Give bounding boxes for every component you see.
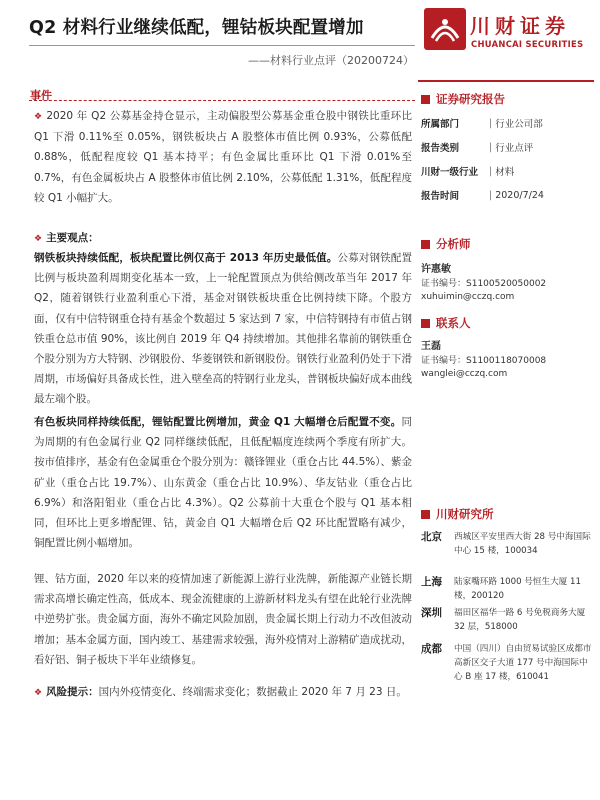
info-key: 报告类别 <box>421 143 460 154</box>
contact-cert: 证书编号：S1100118070008 <box>421 356 547 366</box>
title-rule <box>29 45 415 46</box>
logo <box>424 8 584 54</box>
analyst-card <box>421 263 546 304</box>
info-separator: | <box>489 141 493 153</box>
report-section-label: 证券研究报告 <box>436 92 505 106</box>
nonferrous-text: 同为周期的有色金属行业 Q2 同样继续低配，且低配幅度连续两个季度有所扩大。按市值排序，基金有色金属重仓个股分别为：赣锋锂业（重仓占比 44.5%）、紫金矿业（重仓占比 19.7%）、山东黄金（重仓占比 10.9%）、华友钴业（重仓占比 6.9%）和洛阳钼业（重仓占比 4.3%）。Q2 公募前十大重仓个股与 Q1 基本相同，但环比上更多增配锂、钴，黄金自 Q1 大幅增仓后 Q2 环比配置略有减少，铜配置比例小幅增加。 <box>34 416 412 550</box>
event-paragraph <box>34 106 412 208</box>
square-icon <box>421 95 430 104</box>
risk-text: 国内外疫情变化、终端需求变化；数据截止 2020 年 7 月 23 日。 <box>98 686 407 698</box>
office-shenzhen <box>421 606 593 634</box>
analyst-cert: 证书编号：S1100520050002 <box>421 279 547 289</box>
square-icon <box>421 240 430 249</box>
logo-text-en: CHUANCAI SECURITIES <box>471 39 584 49</box>
contact-email[interactable]: wanglei@cczq.com <box>421 369 508 379</box>
office-shanghai <box>421 575 593 603</box>
office-address: 陆家嘴环路 1000 号恒生大厦 11 楼，200120 <box>454 577 581 601</box>
analyst-section-head <box>421 236 471 252</box>
nonferrous-bold: 有色板块同样持续低配，锂钴配置比例增加，黄金 Q1 大幅增仓后配置不变。 <box>34 416 402 428</box>
nonferrous-paragraph <box>34 412 412 553</box>
office-chengdu <box>421 642 593 684</box>
office-city: 成都 <box>421 643 442 655</box>
office-city: 深圳 <box>421 607 442 619</box>
steel-text: 公募对钢铁配置比例与板块盈利周期变化基本一致，上一轮配置顶点为供给侧改革当年 2017 年 Q2，随着钢铁行业盈利重心下滑，基金对钢铁板块重仓比例持续下降。个股方面，仅有中信特钢重仓持有基金个数超过 5 家达到 7 家，中信特钢持有市值占钢铁重仓总市值 90%，该比例自 2019 年 Q4 持续增加。其他排名靠前的钢铁重仓个股分别为方大特钢、沙钢股份、华菱钢铁和新钢股份。钢铁行业盈利仍处于下滑周期，市场偏好具备成长性，进入壁垒高的特钢行业龙头，普钢板块偏好成本曲线最左端个股。 <box>34 252 412 406</box>
info-value: 行业点评 <box>495 143 534 154</box>
info-value: 材料 <box>495 167 515 178</box>
info-row <box>421 111 593 135</box>
report-subtitle: ——材料行业点评（20200724） <box>248 54 414 67</box>
lithium-paragraph: 锂、钴方面，2020 年以来的疫情加速了新能源上游行业洗牌，新能源产业链长期需求高增长确定性高，低成本、现金流健康的上游新材料龙头有望在此轮行业洗牌中逆势扩张。贵金属方面，海外不确定风险加剧，贵金属长期上行动力不改但波动增加；基本金属方面，国内竣工、基建需求较强，海外疫情对上游精矿造成扰动，看好铝、铜子板块下半年业绩修复。 <box>34 573 412 666</box>
info-separator: | <box>489 117 493 129</box>
sidebar-rule <box>418 80 594 82</box>
institute-section-label: 川财研究所 <box>436 507 494 521</box>
bullet-icon: ❖ <box>34 234 43 244</box>
info-value: 行业公司部 <box>495 119 543 130</box>
contact-card <box>421 340 546 381</box>
event-rule <box>29 100 415 101</box>
info-row <box>421 135 593 159</box>
logo-text-cn: 川财证券 <box>470 14 570 38</box>
event-text: 2020 年 Q2 公募基金持仓显示，主动偏股型公募基金重仓股中钢铁比重环比 Q1 下滑 0.11%至 0.05%，钢铁板块占 A 股整体市值比例 0.93%，公募低配 0.88%，低配程度较 Q1 基本持平；有色金属比重环比 Q1 下滑 0.01%至 0.7%，有色金属板块占 A 股整体市值比例 2.10%，公募低配 1.31%，低配程度较 Q1 小幅扩大。 <box>34 110 412 204</box>
main-view-heading-text: 主要观点： <box>46 232 99 244</box>
office-beijing <box>421 530 593 558</box>
contact-section-label: 联系人 <box>436 316 471 330</box>
main-view-heading <box>34 230 99 245</box>
square-icon <box>421 510 430 519</box>
office-city: 北京 <box>421 531 442 543</box>
info-row <box>421 159 593 183</box>
info-value: 2020/7/24 <box>495 189 544 201</box>
analyst-email[interactable]: xuhuimin@cczq.com <box>421 292 515 302</box>
risk-paragraph <box>34 682 412 703</box>
info-separator: | <box>489 189 493 201</box>
info-separator: | <box>489 165 493 177</box>
steel-bold: 钢铁板块持续低配，板块配置比例仅高于 2013 年历史最低值。 <box>34 252 338 264</box>
info-key: 所属部门 <box>421 119 460 130</box>
info-key: 川财一级行业 <box>421 167 479 178</box>
contact-section-head <box>421 315 471 331</box>
info-table <box>421 111 593 207</box>
bullet-icon: ❖ <box>34 688 43 698</box>
office-address: 福田区福华一路 6 号免税商务大厦 32 层，518000 <box>454 608 586 632</box>
info-key: 报告时间 <box>421 191 460 202</box>
institute-section-head <box>421 506 494 522</box>
bullet-icon: ❖ <box>34 112 43 122</box>
square-icon <box>421 319 430 328</box>
report-section-head <box>421 91 505 107</box>
analyst-section-label: 分析师 <box>436 237 471 251</box>
office-address: 西城区平安里西大街 28 号中海国际中心 15 楼，100034 <box>454 532 591 556</box>
risk-label: 风险提示： <box>46 686 99 698</box>
steel-paragraph <box>34 248 412 410</box>
event-label: 事件 <box>30 89 52 102</box>
analyst-name: 许惠敏 <box>421 264 451 275</box>
contact-name: 王磊 <box>421 341 441 352</box>
report-title: Q2 材料行业继续低配，锂钴板块配置增加 <box>29 18 364 38</box>
office-address: 中国（四川）自由贸易试验区成都市高新区交子大道 177 号中海国际中心 B 座 17 楼，610041 <box>454 644 592 682</box>
office-city: 上海 <box>421 576 442 588</box>
chuancai-logo-icon <box>424 8 466 50</box>
info-row <box>421 183 593 207</box>
